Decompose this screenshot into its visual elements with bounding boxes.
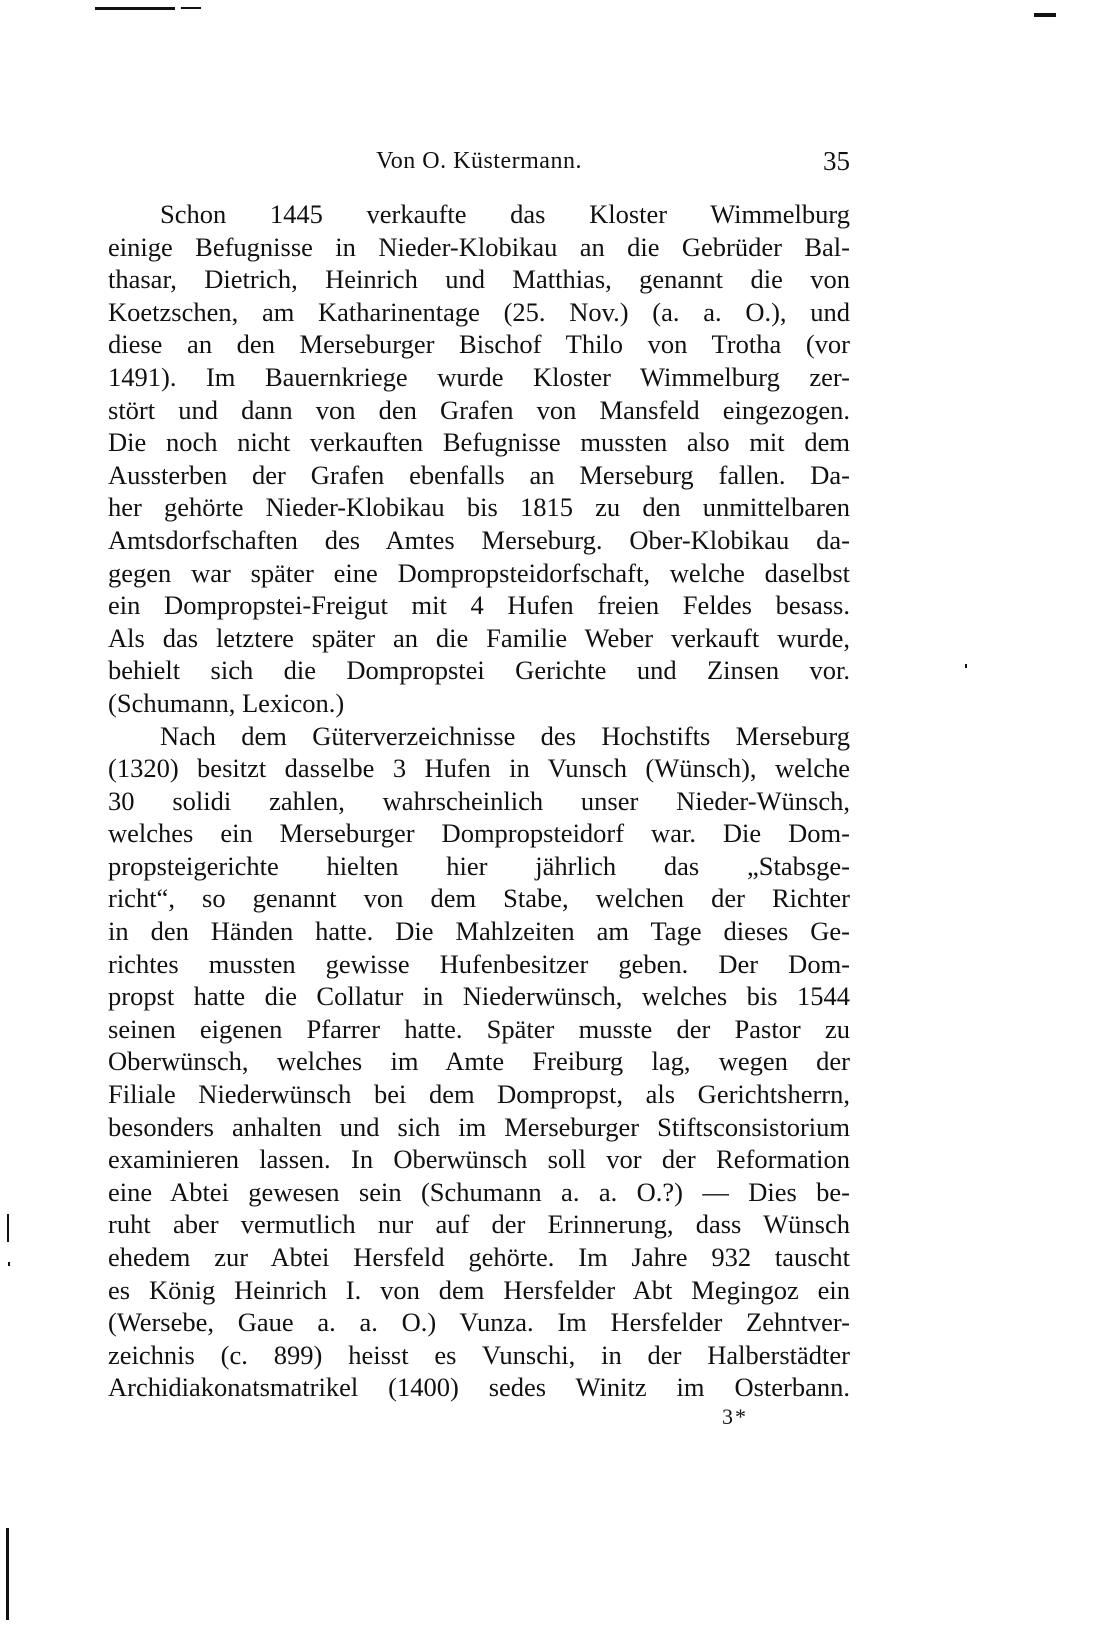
- text-line: Amtsdorfschaften des Amtes Merseburg. Ober-Klobikau da-: [108, 524, 850, 555]
- text-line: ruht aber vermutlich nur auf der Erinnerung, dass Wünsch: [108, 1209, 850, 1240]
- text-line: richtes mussten gewisse Hufenbesitzer geben. Der Dom-: [108, 948, 850, 979]
- text-line: 1491). Im Bauernkriege wurde Kloster Wimmelburg zer-: [108, 361, 850, 392]
- text-line: her gehörte Nieder-Klobikau bis 1815 zu den unmittelbaren: [108, 492, 850, 523]
- running-title: Von O. Küstermann.: [376, 148, 582, 174]
- text-line: stört und dann von den Grafen von Mansfeld eingezogen.: [108, 394, 850, 425]
- text-line: diese an den Merseburger Bischof Thilo von Trotha (vor: [108, 329, 850, 360]
- text-line: 30 solidi zahlen, wahrscheinlich unser Nieder-Wünsch,: [108, 785, 850, 816]
- scan-mark-top-left-short: [181, 7, 201, 9]
- scan-mark-left-bar: [7, 1214, 9, 1242]
- text-line: behielt sich die Dompropstei Gerichte und Zinsen vor.: [108, 655, 850, 686]
- scan-mark-right-dot: [965, 664, 967, 668]
- text-line: ehedem zur Abtei Hersfeld gehörte. Im Jahre 932 tauscht: [108, 1242, 850, 1272]
- text-line: Aussterben der Grafen ebenfalls an Merseburg fallen. Da-: [108, 459, 850, 490]
- text-line: (Wersebe, Gaue a. a. O.) Vunza. Im Hersfelder Zehntver-: [108, 1307, 850, 1338]
- text-line: Schon 1445 verkaufte das Kloster Wimmelburg: [160, 199, 850, 229]
- text-line: welches ein Merseburger Dompropsteidorf war. Die Dom-: [108, 818, 850, 849]
- text-line: richt“, so genannt von dem Stabe, welchen der Richter: [108, 883, 850, 914]
- text-line: Nach dem Güterverzeichnisse des Hochstifts Merseburg: [160, 720, 850, 751]
- page-number: 35: [823, 146, 850, 176]
- text-line: propst hatte die Collatur in Niederwünsch, welches bis 1544: [108, 981, 850, 1012]
- text-line: einige Befugnisse in Nieder-Klobikau an die Gebrüder Bal-: [108, 231, 850, 262]
- text-line: zeichnis (c. 899) heisst es Vunschi, in der Halberstädter: [108, 1339, 850, 1370]
- page-header: [108, 146, 850, 180]
- text-line: besonders anhalten und sich im Merseburger Stiftsconsistorium: [108, 1111, 850, 1142]
- text-line: in den Händen hatte. Die Mahlzeiten am Tage dieses Ge-: [108, 916, 850, 947]
- text-line: Archidiakonatsmatrikel (1400) sedes Winitz im Osterbann.: [108, 1372, 850, 1403]
- text-line: Die noch nicht verkauften Befugnisse mussten also mit dem: [108, 427, 850, 458]
- text-line: es König Heinrich I. von dem Hersfelder Abt Megingoz ein: [108, 1274, 850, 1305]
- text-line: examinieren lassen. In Oberwünsch soll vor der Reformation: [108, 1144, 850, 1175]
- text-line: (1320) besitzt dasselbe 3 Hufen in Vunsch (Wünsch), welche: [108, 753, 850, 784]
- scan-mark-top-right: [1034, 13, 1056, 17]
- text-line: Koetzschen, am Katharinentage (25. Nov.) (a. a. O.), und: [108, 296, 850, 327]
- text-line: thasar, Dietrich, Heinrich und Matthias, genannt die von: [108, 264, 850, 295]
- scan-mark-bottom-left-bar: [6, 1528, 9, 1620]
- body-text: [108, 198, 850, 1404]
- scan-mark-top-left: [95, 7, 175, 10]
- text-line: eine Abtei gewesen sein (Schumann a. a. O.?) — Dies be-: [108, 1176, 850, 1207]
- text-line: seinen eigenen Pfarrer hatte. Später musste der Pastor zu: [108, 1013, 850, 1044]
- text-line: Oberwünsch, welches im Amte Freiburg lag, wegen der: [108, 1046, 850, 1077]
- text-line: propsteigerichte hielten hier jährlich das „Stabsge-: [108, 850, 850, 881]
- text-line: ein Dompropstei-Freigut mit 4 Hufen freien Feldes besass.: [108, 590, 850, 621]
- text-line: Filiale Niederwünsch bei dem Dompropst, als Gerichtsherrn,: [108, 1079, 850, 1110]
- text-line: gegen war später eine Dompropsteidorfschaft, welche daselbst: [108, 557, 850, 588]
- scan-mark-left-dot: [8, 1262, 10, 1266]
- signature-mark: 3*: [722, 1404, 748, 1429]
- text-line: Als das letztere später an die Familie Weber verkauft wurde,: [108, 622, 850, 653]
- text-line: (Schumann, Lexicon.): [108, 687, 345, 718]
